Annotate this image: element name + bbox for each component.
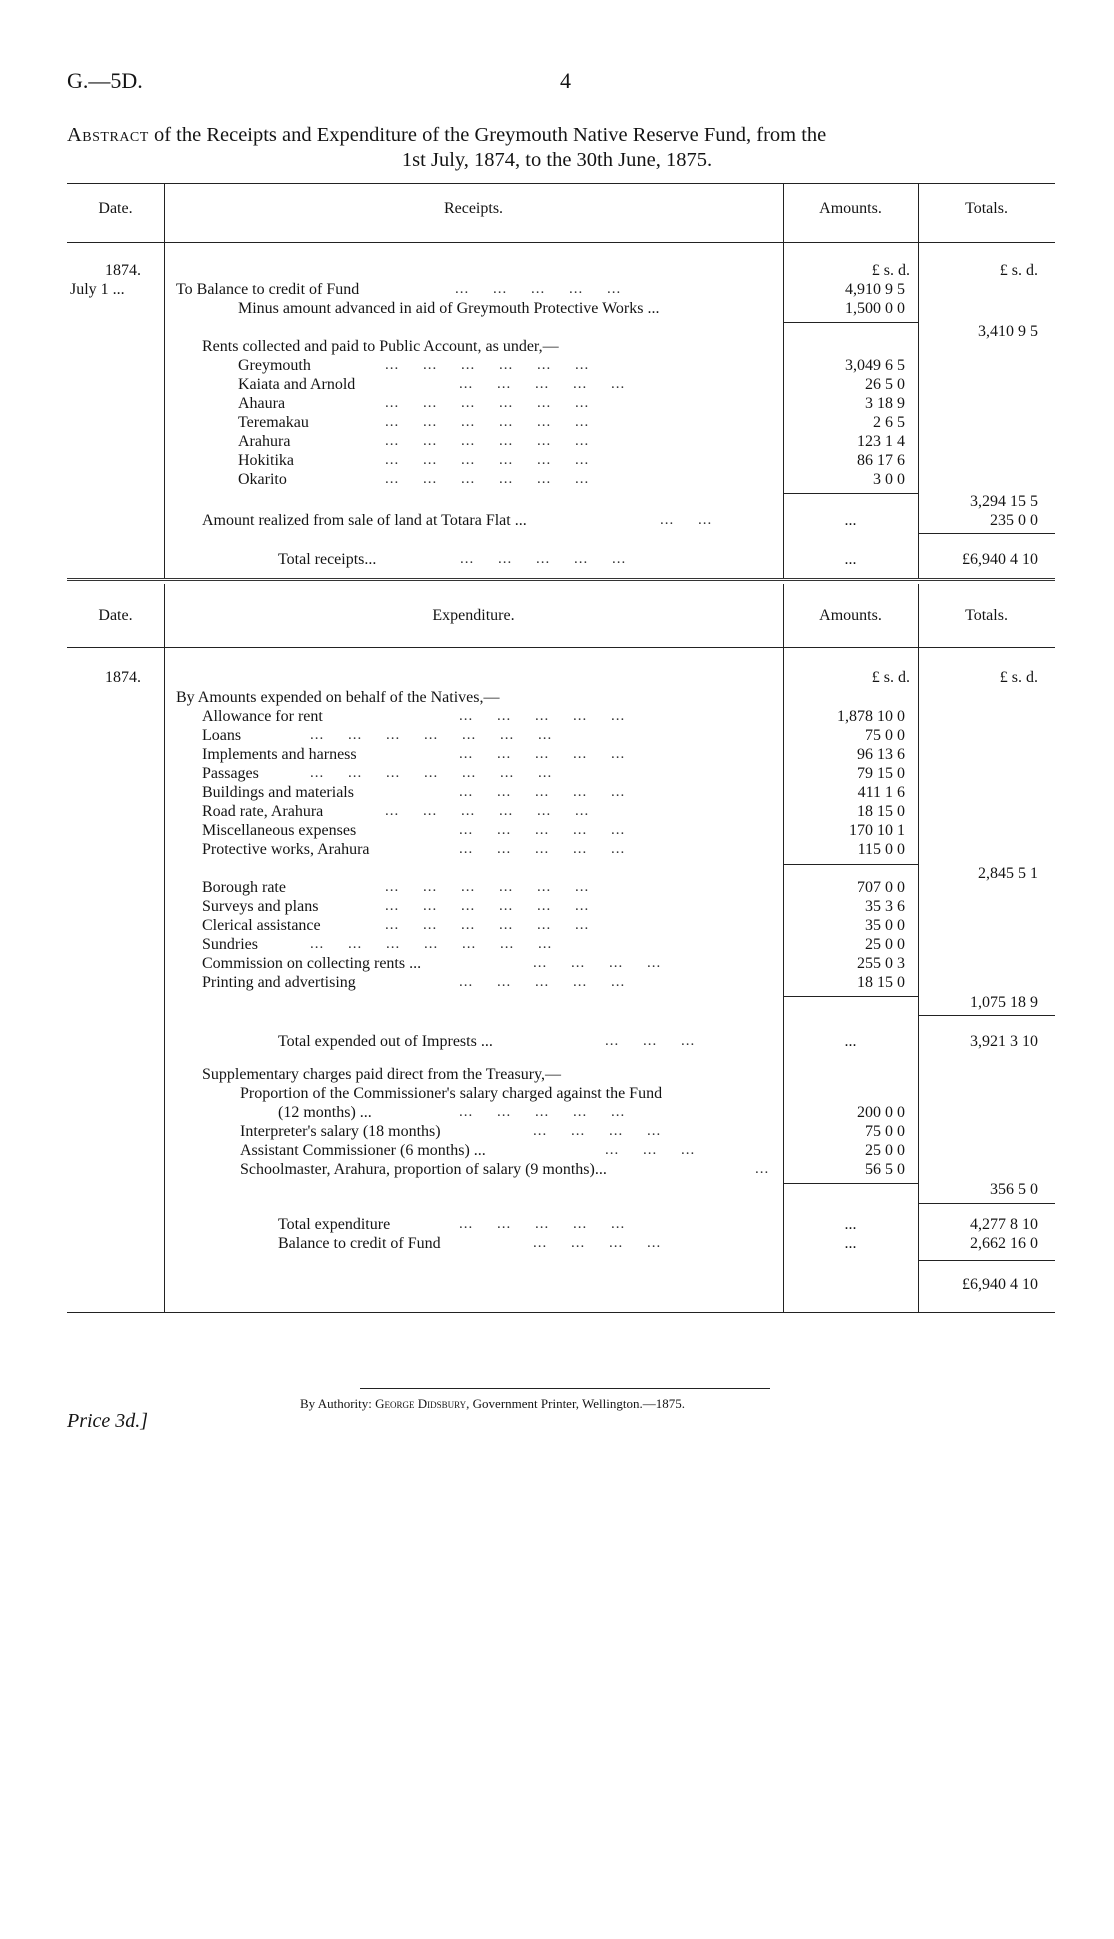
- table-top-rule: [67, 183, 1055, 184]
- balance-label: To Balance to credit of Fund: [176, 281, 360, 298]
- title-lead: Abstract: [67, 124, 149, 146]
- page-number: 4: [560, 68, 571, 93]
- imprests-label: Total expended out of Imprests ...: [278, 1033, 493, 1050]
- leader-dots: ... ... ... ... ...: [459, 1216, 626, 1232]
- leader-dots: ... ... ... ... ... ... ...: [310, 765, 553, 781]
- expense-row-amount: 79 15 0: [857, 765, 905, 782]
- expense-row-amount: 1,878 10 0: [837, 708, 905, 725]
- rent-row-amount: 86 17 6: [857, 452, 905, 469]
- leader-dots: ... ... ...: [605, 1142, 696, 1158]
- expense-row-name: Allowance for rent: [202, 708, 323, 725]
- col-header-expenditure: Expenditure.: [432, 607, 515, 624]
- leader-dots: ... ... ... ... ...: [459, 708, 626, 724]
- expense-row-name: Borough rate: [202, 879, 286, 896]
- subtotal-rule: [783, 493, 918, 494]
- expense-row-amount: 18 15 0: [857, 803, 905, 820]
- leader-dots: ... ... ... ... ... ...: [385, 803, 590, 819]
- expense-row-name: Road rate, Arahura: [202, 803, 324, 820]
- rent-row-amount: 26 5 0: [865, 376, 905, 393]
- receipts-year: 1874.: [105, 262, 141, 279]
- leader-dots: ... ... ... ... ... ...: [385, 471, 590, 487]
- total-receipts-total: £6,940 4 10: [962, 551, 1038, 568]
- imprests-amount: ...: [844, 1033, 857, 1050]
- expenditure-year: 1874.: [105, 669, 141, 686]
- col-header-totals: Totals.: [965, 200, 1008, 217]
- rent-row-name: Greymouth: [238, 357, 311, 374]
- expense-row-name: Protective works, Arahura: [202, 841, 370, 858]
- grand-total: £6,940 4 10: [962, 1276, 1038, 1293]
- total-rule: [918, 1260, 1055, 1261]
- balance-amount: 4,910 9 5: [845, 281, 905, 298]
- price: [67, 1410, 148, 1433]
- land-sale-amount: ...: [844, 512, 857, 529]
- expense-row-name: Loans: [202, 727, 242, 744]
- col-divider: [164, 584, 165, 1312]
- table-bottom-rule: [67, 1312, 1055, 1313]
- rent-row-name: Teremakau: [238, 414, 309, 431]
- printer-name: George Didsbury: [375, 1396, 467, 1411]
- leader-dots: ... ... ... ... ...: [460, 551, 627, 567]
- expense-row-name: Sundries: [202, 936, 258, 953]
- leader-dots: ... ... ... ... ... ...: [385, 917, 590, 933]
- total-expenditure-label: Total expenditure: [278, 1216, 391, 1233]
- leader-dots: ... ... ... ... ...: [459, 784, 626, 800]
- header-rule: [67, 242, 1055, 243]
- rent-row-name: Arahura: [238, 433, 291, 450]
- natives-heading: By Amounts expended on behalf of the Natives,—: [176, 689, 500, 706]
- leader-dots: ... ... ... ... ... ...: [385, 414, 590, 430]
- col-header-date: Date.: [98, 200, 133, 217]
- leader-dots: ... ... ... ... ...: [459, 841, 626, 857]
- net-balance-total: 3,410 9 5: [978, 323, 1038, 340]
- total-expenditure-total: 4,277 8 10: [970, 1216, 1038, 1233]
- expense-row-name: Commission on collecting rents ...: [202, 955, 422, 972]
- expense-row-amount: 35 3 6: [865, 898, 905, 915]
- document-reference: G.—5D.: [67, 68, 143, 93]
- col-header-receipts: Receipts.: [443, 200, 504, 217]
- minus-amount: 1,500 0 0: [845, 300, 905, 317]
- total-rule: [918, 1203, 1055, 1204]
- subtotal-rule: [783, 1183, 918, 1184]
- col-header-amounts: Amounts.: [819, 200, 882, 217]
- expense-row-amount: 25 0 0: [865, 936, 905, 953]
- rent-row-amount: 3 0 0: [873, 471, 905, 488]
- section-separator: [67, 578, 1055, 581]
- price-text: Price 3d.]: [67, 1410, 149, 1432]
- col-divider: [164, 183, 165, 578]
- leader-dots: ... ... ... ... ...: [459, 1104, 626, 1120]
- leader-dots: ... ... ... ... ...: [459, 974, 626, 990]
- totals-currency: £ s. d.: [999, 669, 1038, 686]
- leader-dots: ... ... ... ... ... ... ...: [310, 727, 553, 743]
- rent-row-name: Kaiata and Arnold: [238, 376, 356, 393]
- col-header-amounts: Amounts.: [819, 607, 882, 624]
- rent-row-amount: 3,049 6 5: [845, 357, 905, 374]
- imprests-total: 3,921 3 10: [970, 1033, 1038, 1050]
- expense-row-amount: 170 10 1: [849, 822, 905, 839]
- leader-dots: ... ... ... ... ...: [459, 376, 626, 392]
- authority-prefix: By Authority:: [300, 1396, 372, 1411]
- commissioner-salary-label: Proportion of the Commissioner's salary charged against the Fund: [240, 1085, 663, 1102]
- other-total: 1,075 18 9: [970, 994, 1038, 1011]
- rent-row-name: Ahaura: [238, 395, 286, 412]
- expense-row-name: Clerical assistance: [202, 917, 321, 934]
- leader-dots: ... ... ... ... ... ...: [385, 433, 590, 449]
- land-sale-total: 235 0 0: [990, 512, 1038, 529]
- total-rule: [918, 533, 1055, 534]
- totals-currency: £ s. d.: [999, 262, 1038, 279]
- leader-dots: ... ... ... ...: [533, 955, 662, 971]
- expense-row-amount: 115 0 0: [857, 841, 905, 858]
- rent-row-name: Okarito: [238, 471, 287, 488]
- rents-total: 3,294 15 5: [970, 493, 1038, 510]
- expense-row-name: Implements and harness: [202, 746, 357, 763]
- printer-imprint: [300, 1396, 685, 1412]
- col-divider: [918, 183, 919, 578]
- leader-dots: ... ... ...: [605, 1033, 696, 1049]
- title-line-1: [67, 124, 1055, 147]
- receipts-date: July 1 ...: [70, 281, 125, 298]
- expense-row-amount: 25 0 0: [865, 1142, 905, 1159]
- rents-heading: Rents collected and paid to Public Account, as under,—: [202, 338, 559, 355]
- land-sale-label: Amount realized from sale of land at Totara Flat ...: [202, 512, 527, 529]
- supplementary-heading: Supplementary charges paid direct from the Treasury,—: [202, 1066, 562, 1083]
- expense-row-amount: 35 0 0: [865, 917, 905, 934]
- total-receipts-label: Total receipts...: [278, 551, 377, 568]
- leader-dots: ... ... ... ... ... ...: [385, 879, 590, 895]
- expense-row-amount: 707 0 0: [857, 879, 905, 896]
- leader-dots: ... ... ... ... ...: [459, 746, 626, 762]
- rent-row-amount: 123 1 4: [857, 433, 905, 450]
- leader-dots: ... ... ... ... ...: [455, 281, 622, 297]
- rent-row-amount: 3 18 9: [865, 395, 905, 412]
- balance-label: Balance to credit of Fund: [278, 1235, 441, 1252]
- natives-total: 2,845 5 1: [978, 865, 1038, 882]
- expense-row-name: Miscellaneous expenses: [202, 822, 357, 839]
- expense-row-amount: 56 5 0: [865, 1161, 905, 1178]
- header-rule: [67, 647, 1055, 648]
- balance-total: 2,662 16 0: [970, 1235, 1038, 1252]
- expense-row-name: Surveys and plans: [202, 898, 319, 915]
- col-divider: [783, 584, 784, 1312]
- total-rule: [918, 1015, 1055, 1016]
- rent-row-name: Hokitika: [238, 452, 294, 469]
- expense-row-name: Passages: [202, 765, 259, 782]
- title-rest: of the Receipts and Expenditure of the Greymouth Native Reserve Fund, from the: [153, 124, 827, 146]
- leader-dots: ... ... ... ... ...: [459, 822, 626, 838]
- expense-row-amount: 75 0 0: [865, 1123, 905, 1140]
- footer-rule: [360, 1388, 770, 1389]
- expense-row-name: (12 months) ...: [278, 1104, 372, 1121]
- minus-label: Minus amount advanced in aid of Greymouth Protective Works ...: [238, 300, 660, 317]
- authority-rest: , Government Printer, Wellington.—1875.: [466, 1396, 685, 1411]
- total-receipts-amount: ...: [844, 551, 857, 568]
- leader-dots: ... ... ... ...: [533, 1123, 662, 1139]
- expense-row-name: Assistant Commissioner (6 months) ...: [240, 1142, 486, 1159]
- leader-dots: ... ... ... ... ... ...: [385, 452, 590, 468]
- expense-row-name: Interpreter's salary (18 months): [240, 1123, 441, 1140]
- expense-row-amount: 75 0 0: [865, 727, 905, 744]
- col-header-date: Date.: [98, 607, 133, 624]
- col-header-totals: Totals.: [965, 607, 1008, 624]
- subtotal-rule: [783, 322, 918, 323]
- leader-dots: ... ...: [660, 512, 713, 528]
- subtotal-rule: [783, 996, 918, 997]
- leader-dots: ... ... ... ... ... ...: [385, 357, 590, 373]
- subtotal-rule: [783, 864, 918, 865]
- leader-dots: ... ... ... ... ... ...: [385, 898, 590, 914]
- expense-row-amount: 18 15 0: [857, 974, 905, 991]
- expense-row-amount: 96 13 6: [857, 746, 905, 763]
- expense-row-name: Buildings and materials: [202, 784, 354, 801]
- expense-row-amount: 255 0 3: [857, 955, 905, 972]
- balance-amount: ...: [844, 1235, 857, 1252]
- leader-dots: ... ... ... ...: [533, 1235, 662, 1251]
- amounts-currency: £ s. d.: [871, 262, 910, 279]
- leader-dots: ... ... ... ... ... ... ...: [310, 936, 553, 952]
- amounts-currency: £ s. d.: [871, 669, 910, 686]
- total-expenditure-amount: ...: [844, 1216, 857, 1233]
- supplementary-total: 356 5 0: [990, 1181, 1038, 1198]
- rent-row-amount: 2 6 5: [873, 414, 905, 431]
- expense-row-amount: 411 1 6: [857, 784, 905, 801]
- expense-row-amount: 200 0 0: [857, 1104, 905, 1121]
- leader-dots: ... ... ... ... ... ...: [385, 395, 590, 411]
- leader-dots: ...: [755, 1161, 770, 1177]
- expense-row-name: Schoolmaster, Arahura, proportion of salary (9 months)...: [240, 1161, 607, 1178]
- title-line-2: 1st July, 1874, to the 30th June, 1875.: [401, 149, 713, 171]
- expense-row-name: Printing and advertising: [202, 974, 356, 991]
